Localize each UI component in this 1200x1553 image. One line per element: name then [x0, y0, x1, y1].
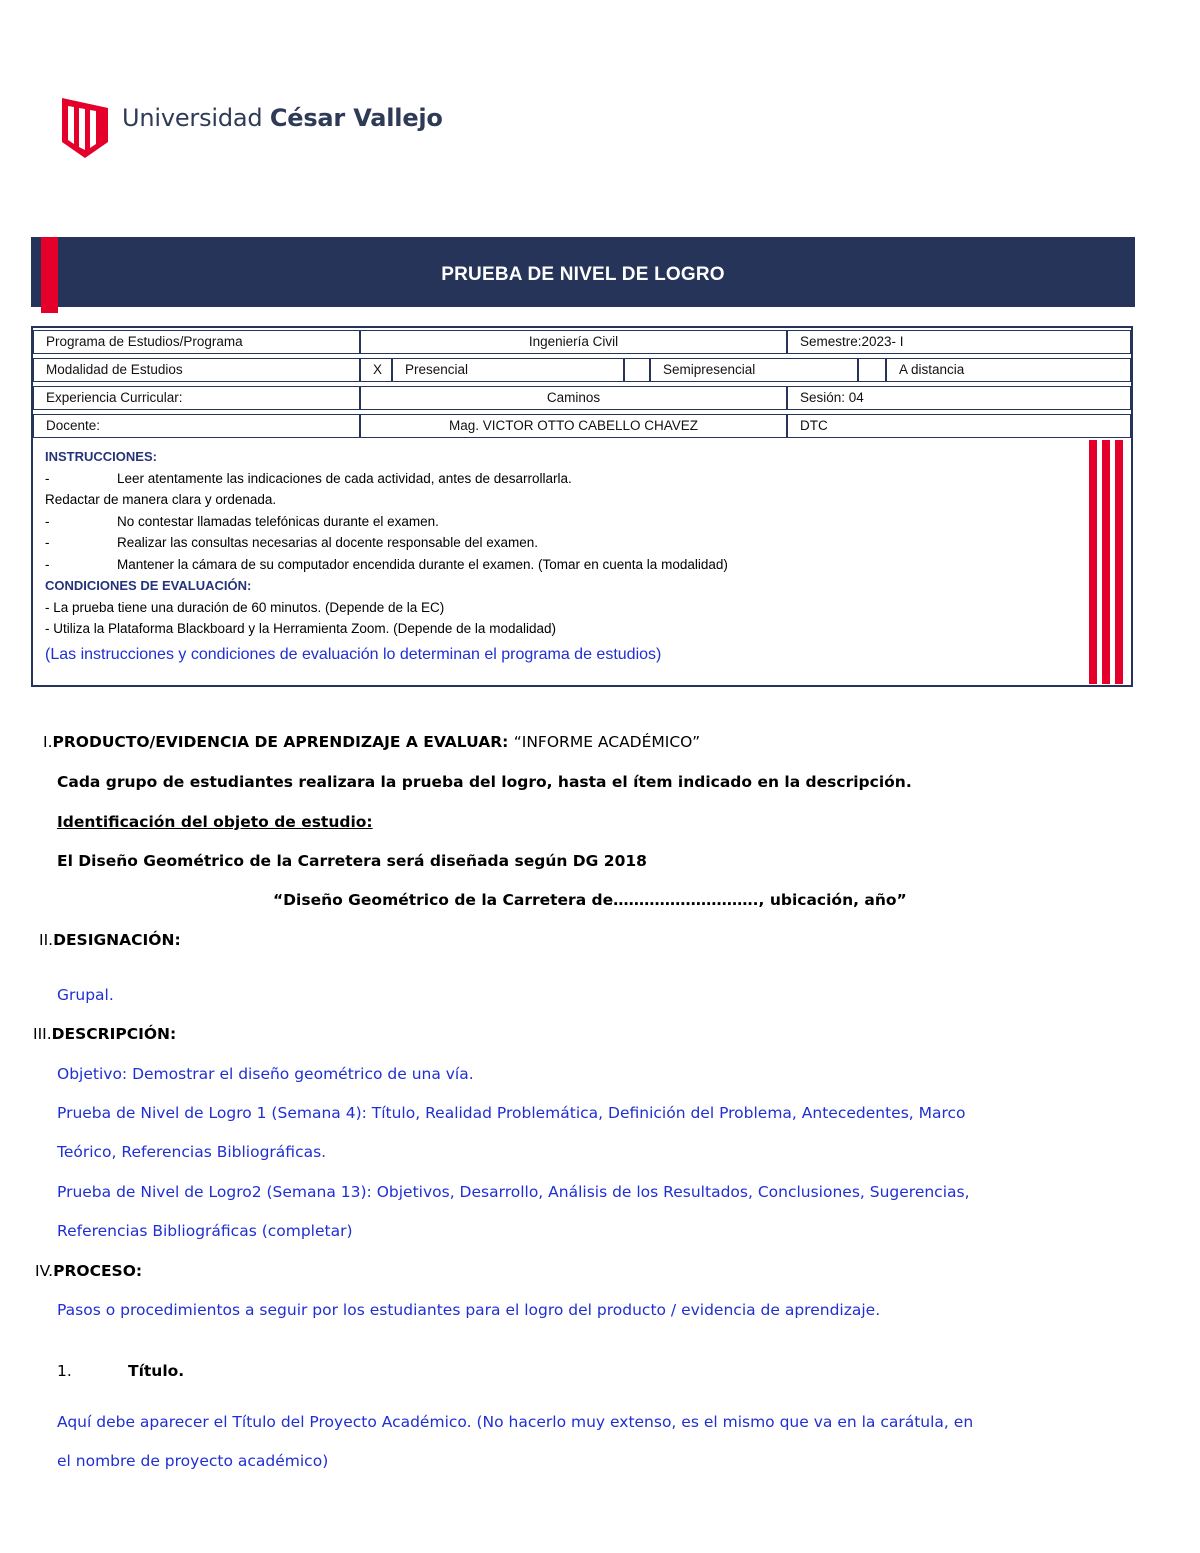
section-2-p1: Grupal. [57, 986, 114, 1004]
modality-label: Modalidad de Estudios [33, 358, 360, 382]
section-1-p2: Identificación del objeto de estudio: [57, 813, 373, 831]
course-label: Experiencia Curricular: [33, 386, 360, 410]
modality-mark-empty [624, 358, 650, 382]
instructions-block [45, 446, 1085, 665]
section-3-p2a: Prueba de Nivel de Logro 1 (Semana 4): Título, Realidad Problemática, Definición del Problema, Antecedentes, Marco [57, 1104, 966, 1122]
info-table [31, 326, 1133, 687]
section-3-p3b: Referencias Bibliográficas (completar) [57, 1222, 353, 1240]
teacher-label: Docente: [33, 414, 360, 438]
semester-value: Semestre:2023- I [787, 330, 1131, 354]
section-4-p1: Pasos o procedimientos a seguir por los estudiantes para el logro del producto / evidencia de aprendizaje. [57, 1301, 881, 1319]
instruction-item: - Leer atentamente las indicaciones de cada actividad, antes de desarrollarla. [45, 470, 572, 486]
item-1-p1b: el nombre de proyecto académico) [57, 1452, 329, 1470]
page-title: PRUEBA DE NIVEL DE LOGRO [441, 264, 725, 285]
teacher-value: Mag. VICTOR OTTO CABELLO CHAVEZ [360, 414, 787, 438]
instruction-item: - Realizar las consultas necesarias al docente responsable del examen. [45, 535, 538, 550]
decorative-bars [1089, 440, 1123, 684]
section-1-heading: I.PRODUCTO/EVIDENCIA DE APRENDIZAJE A EVALUAR: “INFORME ACADÉMICO” [43, 733, 701, 751]
course-value: Caminos [360, 386, 787, 410]
condition-item: - Utiliza la Plataforma Blackboard y la Herramienta Zoom. (Depende de la modalidad) [45, 621, 556, 636]
session-value: Sesión: 04 [787, 386, 1131, 410]
item-1-number: 1. [57, 1362, 72, 1380]
modality-mark-empty [858, 358, 886, 382]
item-1-p1a: Aquí debe aparecer el Título del Proyecto Académico. (No hacerlo muy extenso, es el mismo que va en la carátula, en [57, 1413, 974, 1431]
teacher-category: DTC [787, 414, 1131, 438]
modality-distancia: A distancia [886, 358, 1131, 382]
instruction-item: Redactar de manera clara y ordenada. [45, 492, 277, 507]
banner-accent [41, 237, 58, 313]
modality-semipresencial: Semipresencial [650, 358, 858, 382]
program-label: Programa de Estudios/Programa [33, 330, 360, 354]
instruction-item: - No contestar llamadas telefónicas durante el examen. [45, 513, 439, 529]
section-1-p3: El Diseño Geométrico de la Carretera será diseñada según DG 2018 [57, 852, 647, 870]
section-4-heading: IV.PROCESO: [35, 1262, 143, 1280]
instructions-heading: INSTRUCCIONES: [45, 449, 157, 464]
section-3-p2b: Teórico, Referencias Bibliográficas. [57, 1143, 327, 1161]
section-2-heading: II.DESIGNACIÓN: [39, 931, 181, 949]
conditions-heading: CONDICIONES DE EVALUACIÓN: [45, 578, 252, 593]
title-banner [31, 237, 1135, 307]
instructions-note: (Las instrucciones y condiciones de evaluación lo determinan el programa de estudios) [45, 645, 662, 663]
section-3-p1: Objetivo: Demostrar el diseño geométrico de una vía. [57, 1065, 474, 1083]
modality-mark: X [360, 358, 392, 382]
shield-logo-icon [62, 98, 108, 158]
section-3-heading: III.DESCRIPCIÓN: [33, 1025, 177, 1043]
program-value: Ingeniería Civil [360, 330, 787, 354]
section-3-p3a: Prueba de Nivel de Logro2 (Semana 13): Objetivos, Desarrollo, Análisis de los Resultados, Conclusiones, Sugerencias, [57, 1183, 970, 1201]
instruction-item: - Mantener la cámara de su computador encendida durante el examen. (Tomar en cuenta la modalidad) [45, 556, 728, 572]
modality-presencial: Presencial [392, 358, 624, 382]
section-1-p1: Cada grupo de estudiantes realizara la prueba del logro, hasta el ítem indicado en la descripción. [57, 773, 912, 791]
item-1-title: Título. [128, 1362, 185, 1380]
section-1-p4: “Diseño Geométrico de la Carretera de………………………., ubicación, año” [273, 891, 907, 909]
condition-item: - La prueba tiene una duración de 60 minutos. (Depende de la EC) [45, 599, 445, 615]
university-logo [62, 98, 462, 160]
logo-wordmark: Universidad César Vallejo [122, 104, 443, 132]
